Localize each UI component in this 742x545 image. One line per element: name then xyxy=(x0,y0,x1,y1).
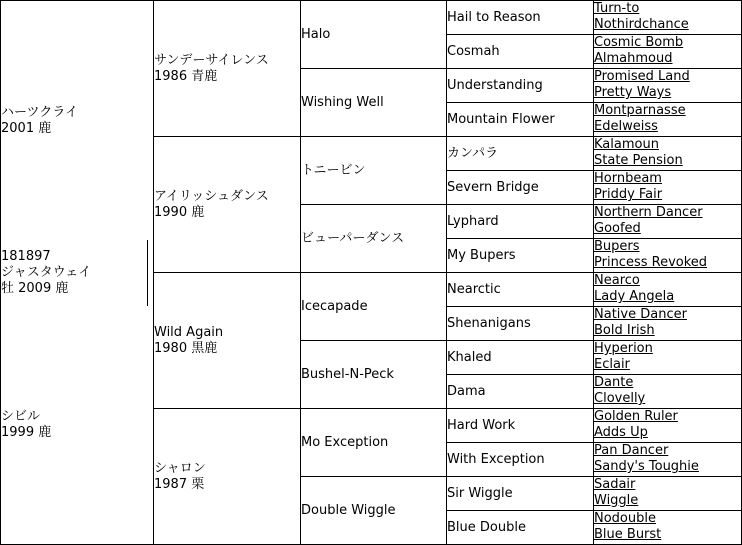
gen3-name: トニービン xyxy=(301,162,366,178)
gen3-name: Mo Exception xyxy=(301,434,389,450)
gen5-name: Priddy Fair xyxy=(594,187,663,202)
dam-name: シビル xyxy=(1,409,41,424)
gen4-cell xyxy=(446,68,594,103)
gen5-name: Nodouble xyxy=(594,511,656,526)
gen5-name: Cosmic Bomb xyxy=(594,35,684,50)
gen5-name: Edelweiss xyxy=(594,119,658,134)
gen4-name: Lyphard xyxy=(447,213,499,229)
gen2-info: 1980 黒鹿 xyxy=(154,340,218,356)
gen3-cell xyxy=(300,408,447,477)
gen3-name: Icecapade xyxy=(301,298,368,314)
gen4-cell xyxy=(446,306,594,341)
gen5-name: Goofed xyxy=(594,221,641,236)
gen5-pair xyxy=(593,476,742,511)
gen5-name: Dante xyxy=(594,375,634,390)
gen5-name: Almahmoud xyxy=(594,51,673,66)
gen4-name: Hail to Reason xyxy=(447,9,541,25)
gen4-cell xyxy=(446,510,594,545)
gen4-name: With Exception xyxy=(447,451,545,467)
gen5-pair xyxy=(593,204,742,239)
gen5-pair xyxy=(593,68,742,103)
gen4-name: Shenanigans xyxy=(447,315,531,331)
gen3-cell xyxy=(300,476,447,545)
gen4-cell xyxy=(446,204,594,239)
gen5-pair xyxy=(593,102,742,137)
gen5-name: Pretty Ways xyxy=(594,85,672,100)
gen5-name: Sadair xyxy=(594,477,636,492)
gen5-name: Pan Dancer xyxy=(594,443,669,458)
gen4-cell xyxy=(446,442,594,477)
gen2-name: シャロン xyxy=(154,460,206,476)
gen4-name: Dama xyxy=(447,383,486,399)
gen3-cell xyxy=(300,136,447,205)
gen5-name: Eclair xyxy=(594,357,630,372)
gen3-name: Bushel-N-Peck xyxy=(301,366,394,382)
gen4-name: My Bupers xyxy=(447,247,516,263)
gen5-name: Sandy's Toughie xyxy=(594,459,699,474)
gen5-name: Northern Dancer xyxy=(594,205,703,220)
gen5-name: State Pension xyxy=(594,153,683,168)
gen5-name: Clovelly xyxy=(594,391,646,406)
gen5-name: Hornbeam xyxy=(594,171,662,186)
gen5-name: Princess Revoked xyxy=(594,255,708,270)
gen5-name: Bupers xyxy=(594,239,640,254)
gen2-info: 1987 栗 xyxy=(154,476,205,492)
gen5-name: Hyperion xyxy=(594,341,653,356)
gen4-cell xyxy=(446,136,594,171)
gen4-name: Khaled xyxy=(447,349,492,365)
gen3-name: ビューパーダンス xyxy=(301,230,405,246)
gen4-cell xyxy=(446,272,594,307)
gen5-name: Adds Up xyxy=(594,425,648,440)
gen5-pair xyxy=(593,306,742,341)
gen4-cell xyxy=(446,102,594,137)
gen5-pair xyxy=(593,408,742,443)
gen2-info: 1990 鹿 xyxy=(154,204,205,220)
gen5-name: Turn-to xyxy=(594,1,640,16)
gen4-cell xyxy=(446,170,594,205)
sire-cell xyxy=(0,0,154,240)
gen5-name: Bold Irish xyxy=(594,323,655,338)
subject-id: 181897 xyxy=(1,249,51,264)
gen4-name: Sir Wiggle xyxy=(447,485,513,501)
dam-cell xyxy=(0,306,154,545)
gen3-cell xyxy=(300,204,447,273)
gen5-name: Wiggle xyxy=(594,493,639,508)
sire-name: ハーツクライ xyxy=(1,104,78,120)
gen4-name: Hard Work xyxy=(447,417,516,433)
gen2-info: 1986 青鹿 xyxy=(154,68,218,84)
gen2-cell xyxy=(153,136,301,273)
gen4-cell xyxy=(446,34,594,69)
gen4-name: Understanding xyxy=(447,77,543,93)
gen2-cell xyxy=(153,0,301,137)
gen2-name: アイリッシュダンス xyxy=(154,188,269,204)
sire-info: 2001 鹿 xyxy=(1,120,52,136)
subject-cell xyxy=(0,239,148,307)
gen4-cell xyxy=(446,476,594,511)
gen4-name: Mountain Flower xyxy=(447,111,555,127)
gen4-name: カンパラ xyxy=(447,145,499,161)
gen5-name: Promised Land xyxy=(594,69,690,84)
gen4-name: Cosmah xyxy=(447,43,500,59)
gen3-name: Double Wiggle xyxy=(301,502,396,518)
gen5-name: Lady Angela xyxy=(594,289,675,304)
gen5-pair xyxy=(593,340,742,375)
gen3-cell xyxy=(300,340,447,409)
gen4-cell xyxy=(446,0,594,35)
dam-info: 1999 鹿 xyxy=(1,425,52,440)
gen5-name: Native Dancer xyxy=(594,307,687,322)
gen5-name: Montparnasse xyxy=(594,103,686,118)
gen2-name: サンデーサイレンス xyxy=(154,52,269,68)
gen3-name: Wishing Well xyxy=(301,94,384,110)
gen2-cell xyxy=(153,408,301,545)
gen5-pair xyxy=(593,272,742,307)
gen4-cell xyxy=(446,374,594,409)
gen4-cell xyxy=(446,340,594,375)
gen5-pair xyxy=(593,442,742,477)
gen5-name: Nothirdchance xyxy=(594,17,689,32)
gen5-pair xyxy=(593,510,742,545)
gen3-cell xyxy=(300,68,447,137)
gen4-name: Nearctic xyxy=(447,281,501,297)
gen4-cell xyxy=(446,408,594,443)
gen3-cell xyxy=(300,272,447,341)
gen5-name: Nearco xyxy=(594,273,640,288)
gen4-name: Blue Double xyxy=(447,519,526,535)
gen5-name: Blue Burst xyxy=(594,527,662,542)
gen5-pair xyxy=(593,170,742,205)
gen5-pair xyxy=(593,0,742,35)
gen2-cell xyxy=(153,272,301,409)
gen5-pair xyxy=(593,136,742,171)
gen5-pair xyxy=(593,238,742,273)
gen3-cell xyxy=(300,0,447,69)
gen5-name: Kalamoun xyxy=(594,137,659,152)
subject-info: 牡 2009 鹿 xyxy=(1,281,69,296)
subject-name: ジャスタウェイ xyxy=(1,265,92,280)
gen3-name: Halo xyxy=(301,26,331,42)
gen4-cell xyxy=(446,238,594,273)
gen5-pair xyxy=(593,34,742,69)
gen4-name: Severn Bridge xyxy=(447,179,539,195)
gen5-pair xyxy=(593,374,742,409)
gen2-name: Wild Again xyxy=(154,324,224,340)
gen5-name: Golden Ruler xyxy=(594,409,678,424)
